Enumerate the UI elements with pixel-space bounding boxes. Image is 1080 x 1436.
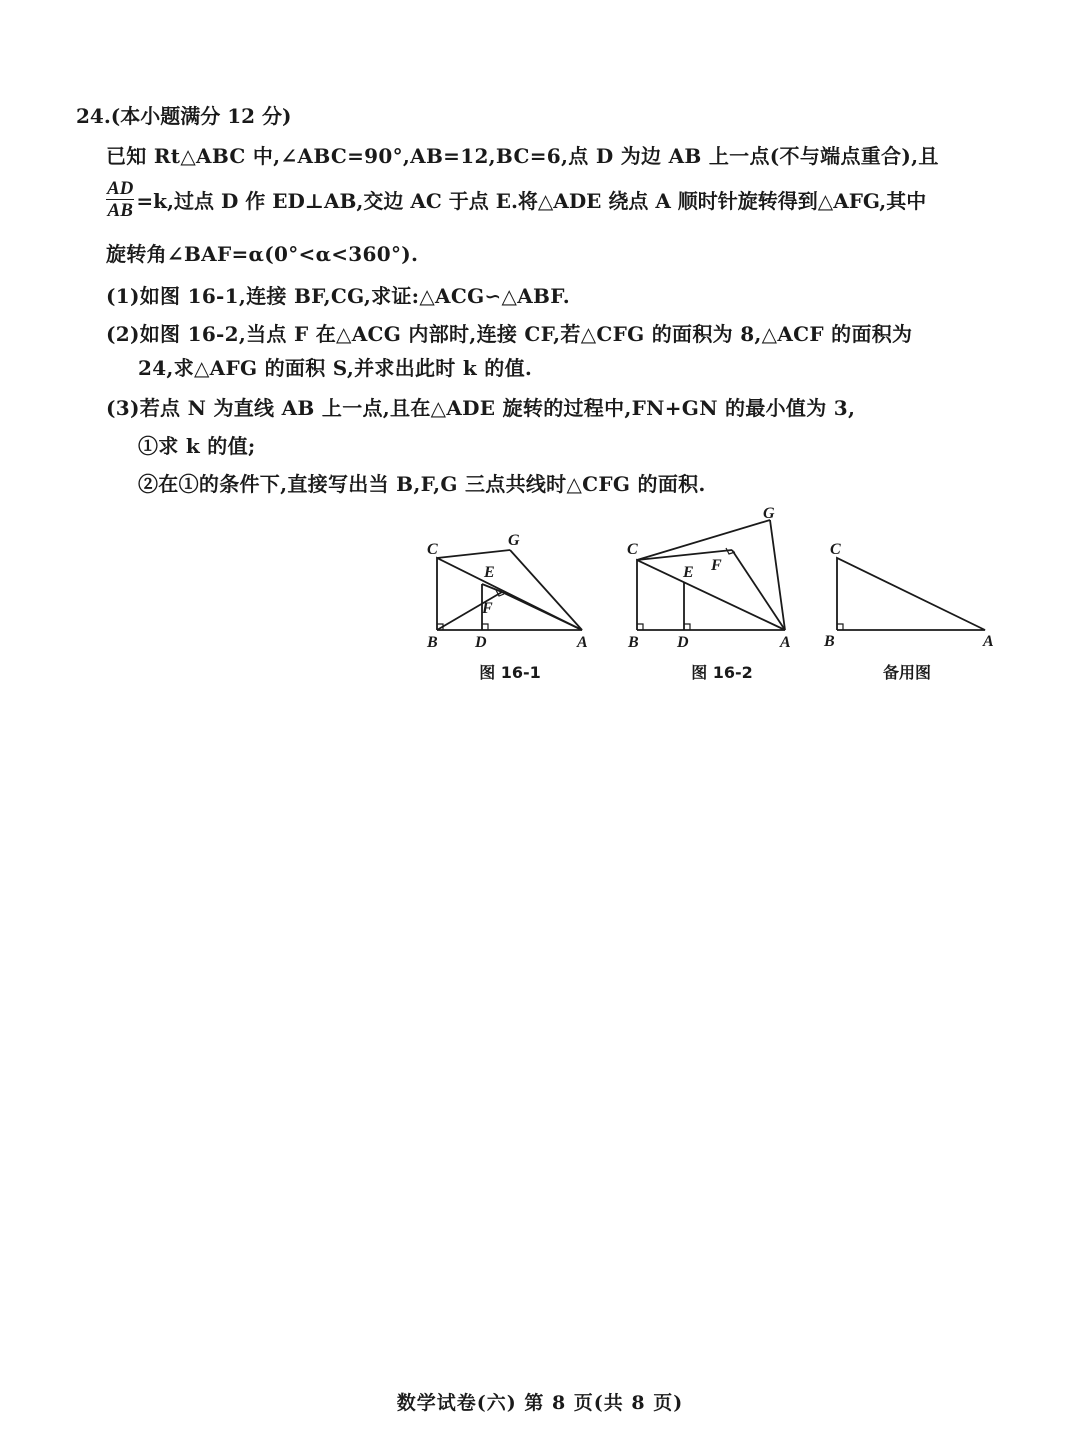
part3-subquestion2: ②在①的条件下,直接写出当 B,F,G 三点共线时△CFG 的面积. [138,472,706,496]
question-stem-line2 [106,178,926,221]
stem-line2-text: =k,过点 D 作 ED⊥AB,交边 AC 于点 E.将△ADE 绕点 A 顺时针旋转得到△AFG,其中 [136,189,927,213]
part2-text-line1: (2)如图 16-2,当点 F 在△ACG 内部时,连接 CF,若△CFG 的面积为 8,△ACF 的面积为 [106,322,913,346]
fig1-label-A: A [577,634,588,651]
fig1-label-C: C [427,541,438,558]
fig3-label-C: C [830,541,841,558]
geometry-figures [420,500,1020,690]
fig2-label-D: D [677,634,689,651]
fraction-denominator: AB [107,200,133,221]
part3-text-line1: (3)若点 N 为直线 AB 上一点,且在△ADE 旋转的过程中,FN+GN 的最小值为 3, [106,396,856,420]
question-stem-line3: 旋转角∠BAF=α(0°<α<360°). [106,242,419,266]
fig1-label-D: D [475,634,487,651]
question-stem-line1: 已知 Rt△ABC 中,∠ABC=90°,AB=12,BC=6,点 D 为边 AB 上一点(不与端点重合),且 [106,144,939,168]
figure-backup [837,558,985,630]
fig2-caption: 图 16-2 [691,663,753,682]
fig3-label-A: A [983,633,994,650]
fig3-caption: 备用图 [882,663,932,682]
fraction-numerator: AD [107,178,134,199]
page-footer: 数学试卷(六) 第 8 页(共 8 页) [396,1392,684,1414]
question-header: 24.(本小题满分 12 分) [76,104,292,128]
part2-text-line2: 24,求△AFG 的面积 S,并求出此时 k 的值. [138,356,533,380]
fig1-label-E: E [484,564,495,581]
part3-subquestion1: ①求 k 的值; [138,434,256,458]
fig2-label-B: B [628,634,639,651]
figure-16-1 [437,550,582,630]
fig1-label-B: B [427,634,438,651]
fig1-label-F: F [482,600,493,617]
fig2-label-E: E [683,564,694,581]
figure-16-2 [637,520,785,630]
fig1-caption: 图 16-1 [479,663,541,682]
fig3-label-B: B [824,633,835,650]
fig2-label-F: F [711,557,722,574]
fig2-label-C: C [627,541,638,558]
fig2-label-G: G [763,505,775,522]
fig1-label-G: G [508,532,520,549]
ratio-fraction [106,178,134,221]
fig2-label-A: A [780,634,791,651]
part1-text: (1)如图 16-1,连接 BF,CG,求证:△ACG∽△ABF. [106,284,570,308]
